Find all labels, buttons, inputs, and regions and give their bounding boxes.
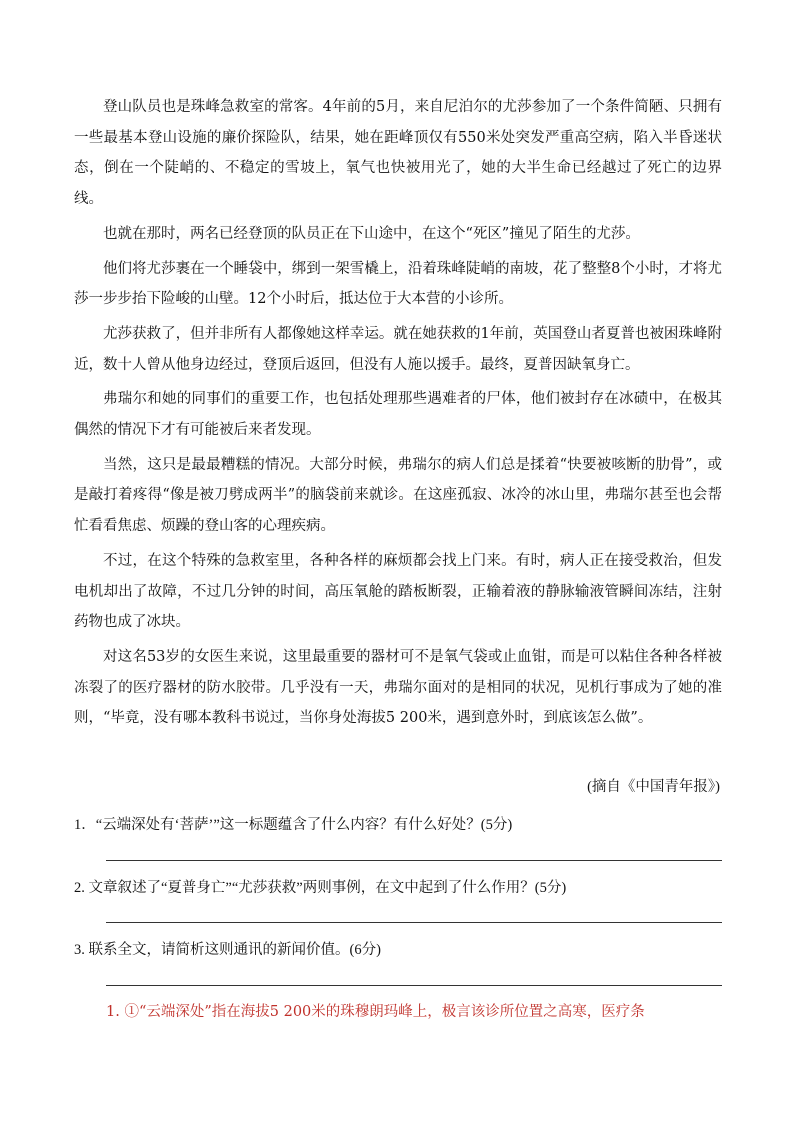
article-paragraph: 对这名53岁的女医生来说，这里最重要的器材可不是氧气袋或止血钳，而是可以粘住各种各样被冻裂了的医疗器材的防水胶带。几乎没有一天，弗瑞尔面对的是相同的状况，见机行事成为了她的准则，“毕竟，没有哪本教科书说过，当你身处海拔5 200米，遇到意外时，到底该怎么做”。 <box>74 648 722 727</box>
answer-line-2 <box>106 922 722 923</box>
question-2: 2. 文章叙述了“夏普身亡”“尤莎获救”两则事例，在文中起到了什么作用？(5分) <box>74 880 567 896</box>
question-3: 3. 联系全文，请简析这则通讯的新闻价值。(6分) <box>74 942 381 958</box>
answer-line-3 <box>106 985 722 986</box>
question-1: 1．“云端深处有‘菩萨’”这一标题蕴含了什么内容？有什么好处？(5分) <box>74 817 513 833</box>
article-paragraph: 也就在那时，两名已经登顶的队员正在下山途中，在这个“死区”撞见了陌生的尤莎。 <box>103 225 640 242</box>
article-paragraph: 尤莎获救了，但并非所有人都像她这样幸运。就在她获救的1年前，英国登山者夏普也被困珠峰附近，数十人曾从他身边经过，登顶后返回，但没有人施以援手。最终，夏普因缺氧身亡。 <box>74 325 722 373</box>
article-paragraph: 弗瑞尔和她的同事们的重要工作，也包括处理那些遇难者的尸体，他们被封存在冰碛中，在极其偶然的情况下才有可能被后来者发现。 <box>74 391 722 439</box>
article-paragraph: 登山队员也是珠峰急救室的常客。4年前的5月，来自尼泊尔的尤莎参加了一个条件简陋、只拥有一些最基本登山设施的廉价探险队，结果，她在距峰顶仅有550米处突发严重高空病，陷入半昏迷状态，倒在一个陡峭的、不稳定的雪坡上，氧气也快被用光了，她的大半生命已经越过了死亡的边界线。 <box>74 99 722 208</box>
article-paragraph: 不过，在这个特殊的急救室里，各种各样的麻烦都会找上门来。有时，病人正在接受救治，但发电机却出了故障，不过几分钟的时间，高压氧舱的踏板断裂，正输着液的静脉输液管瞬间冻结，注射药物也成了冰块。 <box>74 552 722 631</box>
answer-line-1 <box>106 860 722 861</box>
article-source: (摘自《中国青年报》) <box>587 779 720 795</box>
article-paragraph: 当然，这只是最最糟糕的情况。大部分时候，弗瑞尔的病人们总是揉着“快要被咳断的肋骨”，或是敲打着疼得“像是被刀劈成两半”的脑袋前来就诊。在这座孤寂、冰冷的冰山里，弗瑞尔甚至也会帮忙看看焦虑、烦躁的登山客的心理疾病。 <box>74 456 722 535</box>
answer-text: 1. ①“云端深处”指在海拔5 200米的珠穆朗玛峰上，极言该诊所位置之高寒，医疗条 <box>106 1004 645 1020</box>
article-body <box>74 92 722 738</box>
article-paragraph: 他们将尤莎裹在一个睡袋中，绑到一架雪橇上，沿着珠峰陡峭的南坡，花了整整8个小时，才将尤莎一步步抬下险峻的山壁。12个小时后，抵达位于大本营的小诊所。 <box>74 260 722 308</box>
